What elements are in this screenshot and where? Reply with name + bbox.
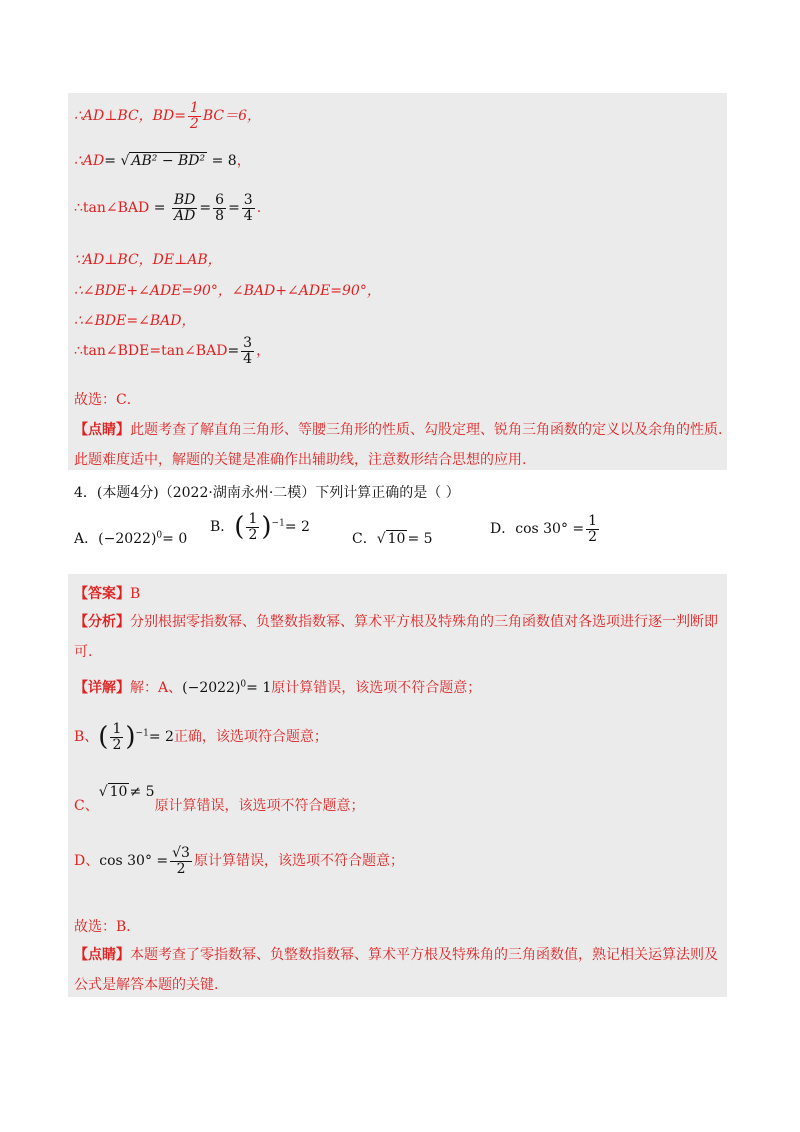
option-c: C．√ 10 = 5	[352, 531, 433, 547]
detail-d: D、cos 30° = $\frac{√3}{2}$ 原计算错误，该选项不符合题意；	[74, 845, 404, 877]
analysis-line-2: 可.	[74, 644, 93, 660]
solution-box-q4	[68, 574, 727, 997]
detail-c: C、√ 10 ≠ 5原计算错误，该选项不符合题意；	[74, 784, 365, 814]
detail-a: 【详解】解：A、$(-2022)^0= 1$原计算错误，该选项不符合题意；	[74, 679, 482, 696]
step-because: ∵AD⊥BC，DE⊥AB，	[74, 252, 222, 268]
choose-line-q3: 故选：C．	[74, 392, 141, 408]
answer-value: B	[130, 586, 141, 602]
answer-label: 【答案】	[74, 586, 130, 602]
comment-line-q3: 【点睛】此题考查了解直角三角形、等腰三角形的性质、勾股定理、锐角三角函数的定义以及余角的性质.	[74, 422, 723, 438]
question-4-stem: 4．(本题4分)（2022·湖南永州·二模）下列计算正确的是（ ）	[74, 485, 460, 501]
comment-line-q4: 【点睛】本题考查了零指数幂、负整数指数幂、算术平方根及特殊角的三角函数值，熟记相关运算法则及	[74, 947, 718, 963]
detail-b: B、( $\frac{1}{2}$ )$^{-1}$= 2正确，该选项符合题意；	[74, 721, 328, 753]
step-tan-bad: ∴tan∠BAD = $\frac{BD}{AD}$ = $\frac{6}{8}$ = $\frac{3}{4}$ .	[74, 192, 262, 224]
analysis-line: 【分析】分别根据零指数幂、负整数指数幂、算术平方根及特殊角的三角函数值对各选项进行逐一判断即	[74, 614, 718, 630]
option-a: A．$(-2022)^0= 0$	[74, 530, 188, 547]
step-ad-value: ∴AD= √ AB² − BD² = 8，	[74, 153, 251, 169]
step-tan-bde: ∴tan∠BDE=tan∠BAD= $\frac{3}{4}$ ，	[74, 335, 271, 367]
detail-label: 【详解】	[74, 680, 130, 696]
comment-line-q3-2: 此题难度适中，解题的关键是准确作出辅助线，注意数形结合思想的应用.	[74, 452, 527, 468]
comment-line-q4-2: 公式是解答本题的关键.	[74, 977, 219, 993]
step-ad-perp-bc: ∴AD⊥BC，BD= $\frac{1}{2}$ BC＝6，	[74, 100, 262, 132]
comment-label: 【点睛】	[74, 422, 130, 438]
comment-label-q4: 【点睛】	[74, 947, 130, 963]
answer-line	[74, 583, 140, 603]
choose-line-q4: 故选：B．	[74, 919, 141, 935]
option-b: B．( $\frac{1}{2}$ )$^{-1}$= 2	[210, 511, 310, 543]
option-d: D．cos 30° = $\frac{1}{2}$	[490, 513, 598, 545]
step-angle-equal: ∴∠BDE=∠BAD，	[74, 313, 196, 329]
step-angle-sum: ∴∠BDE+∠ADE=90°，∠BAD+∠ADE=90°，	[74, 283, 381, 299]
analysis-label: 【分析】	[74, 614, 130, 630]
